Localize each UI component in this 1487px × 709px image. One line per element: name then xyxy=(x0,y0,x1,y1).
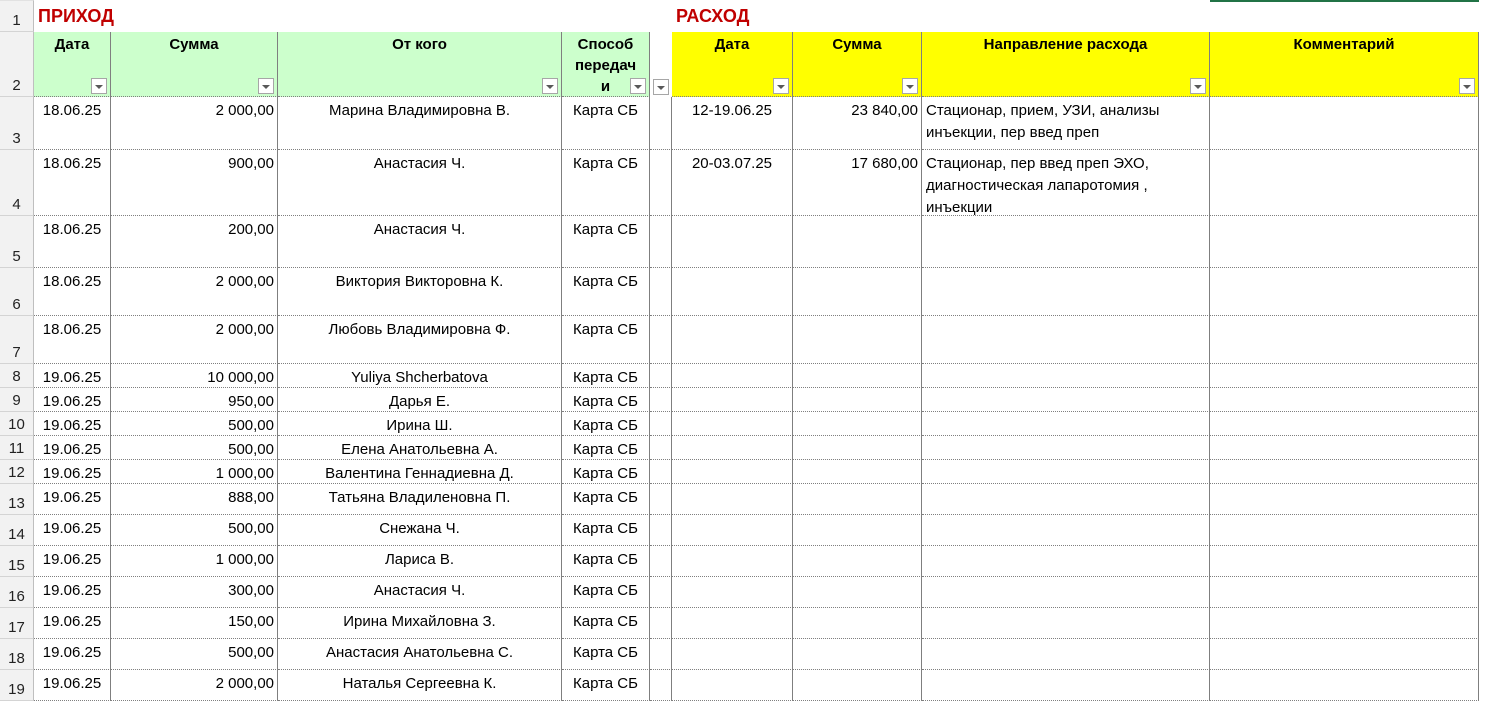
date-value: 19.06.25 xyxy=(42,644,102,661)
spacer-cell[interactable] xyxy=(650,608,672,639)
sum-value: 150,00 xyxy=(228,613,274,630)
expense-date-cell[interactable] xyxy=(672,97,793,150)
from-value: Валентина Геннадиевна Д. xyxy=(325,465,514,482)
expense-direction-cell[interactable] xyxy=(922,364,1210,388)
income-method-cell[interactable] xyxy=(562,388,650,412)
income-sum-cell[interactable] xyxy=(111,546,278,577)
from-value: Виктория Викторовна К. xyxy=(335,273,504,290)
income-from-cell[interactable] xyxy=(278,436,562,460)
date-value: 18.06.25 xyxy=(42,155,102,172)
sum-value: 500,00 xyxy=(228,644,274,661)
expense-comment-cell[interactable] xyxy=(1210,150,1479,216)
from-value: Лариса В. xyxy=(384,551,455,568)
from-value: Анастасия Анатольевна С. xyxy=(325,644,514,661)
row-header[interactable]: 12 xyxy=(0,460,34,484)
expense-date-cell[interactable] xyxy=(672,388,793,412)
income-sum-cell[interactable] xyxy=(111,364,278,388)
header-line: Способ xyxy=(577,36,634,53)
expense-sum-cell[interactable] xyxy=(793,608,922,639)
expense-sum-cell[interactable] xyxy=(793,268,922,316)
method-value: Карта СБ xyxy=(573,582,638,599)
method-value: Карта СБ xyxy=(573,369,638,386)
expense-direction-cell[interactable] xyxy=(922,515,1210,546)
date-value: 18.06.25 xyxy=(42,321,102,338)
income-from-cell[interactable] xyxy=(278,268,562,316)
from-value: Ирина Ш. xyxy=(386,417,453,434)
income-sum-cell[interactable] xyxy=(111,639,278,670)
expense-title-text: РАСХОД xyxy=(676,6,750,26)
expense-comment-cell[interactable] xyxy=(1210,316,1479,364)
income-from-cell[interactable] xyxy=(278,608,562,639)
blank-header[interactable] xyxy=(650,32,672,97)
direction-line: диагностическая лапаротомия , xyxy=(926,177,1148,194)
sum-value: 17 680,00 xyxy=(851,155,918,172)
expense-header-comment-label: Комментарий xyxy=(1293,36,1395,53)
income-date-cell[interactable] xyxy=(34,268,111,316)
income-sum-cell[interactable] xyxy=(111,388,278,412)
expense-title xyxy=(672,0,1072,32)
method-value: Карта СБ xyxy=(573,321,638,338)
spacer-cell[interactable] xyxy=(650,216,672,268)
expense-comment-cell[interactable] xyxy=(1210,515,1479,546)
expense-date-cell[interactable] xyxy=(672,608,793,639)
income-method-cell[interactable] xyxy=(562,150,650,216)
expense-sum-cell[interactable] xyxy=(793,639,922,670)
filter-dropdown-icon[interactable] xyxy=(1190,78,1206,94)
expense-comment-cell[interactable] xyxy=(1210,639,1479,670)
expense-comment-cell[interactable] xyxy=(1210,216,1479,268)
row-header[interactable]: 17 xyxy=(0,608,34,639)
expense-direction-cell[interactable] xyxy=(922,268,1210,316)
income-method-cell[interactable] xyxy=(562,364,650,388)
spacer-cell[interactable] xyxy=(650,364,672,388)
income-title xyxy=(34,0,534,32)
expense-direction-cell[interactable] xyxy=(922,150,1210,216)
expense-date-cell[interactable] xyxy=(672,316,793,364)
sum-value: 500,00 xyxy=(228,441,274,458)
method-value: Карта СБ xyxy=(573,551,638,568)
expense-sum-cell[interactable] xyxy=(793,670,922,701)
expense-date-cell[interactable] xyxy=(672,639,793,670)
expense-comment-cell[interactable] xyxy=(1210,412,1479,436)
sum-value: 200,00 xyxy=(228,221,274,238)
income-method-cell[interactable] xyxy=(562,268,650,316)
from-value: Снежана Ч. xyxy=(379,520,460,537)
sum-value: 888,00 xyxy=(228,489,274,506)
sum-value: 900,00 xyxy=(228,155,274,172)
method-value: Карта СБ xyxy=(573,675,638,692)
income-date-cell[interactable] xyxy=(34,364,111,388)
filter-dropdown-icon[interactable] xyxy=(258,78,274,94)
income-date-cell[interactable] xyxy=(34,216,111,268)
income-method-cell[interactable] xyxy=(562,608,650,639)
spacer-cell[interactable] xyxy=(650,316,672,364)
income-sum-cell[interactable] xyxy=(111,608,278,639)
income-sum-cell[interactable] xyxy=(111,316,278,364)
method-value: Карта СБ xyxy=(573,155,638,172)
expense-comment-cell[interactable] xyxy=(1210,364,1479,388)
expense-header-direction-label: Направление расхода xyxy=(983,36,1148,53)
income-from-cell[interactable] xyxy=(278,150,562,216)
expense-comment-cell[interactable] xyxy=(1210,388,1479,412)
income-sum-cell[interactable] xyxy=(111,216,278,268)
method-value: Карта СБ xyxy=(573,417,638,434)
income-sum-cell[interactable] xyxy=(111,268,278,316)
date-value: 19.06.25 xyxy=(42,465,102,482)
income-date-cell[interactable] xyxy=(34,608,111,639)
expense-date-cell[interactable] xyxy=(672,460,793,484)
income-date-cell[interactable] xyxy=(34,460,111,484)
expense-header-comment[interactable] xyxy=(1210,32,1479,97)
expense-direction-cell[interactable] xyxy=(922,388,1210,412)
expense-sum-cell[interactable] xyxy=(793,460,922,484)
date-value: 19.06.25 xyxy=(42,441,102,458)
from-value: Наталья Сергеевна К. xyxy=(342,675,497,692)
row-header[interactable]: 8 xyxy=(0,364,34,388)
date-value: 18.06.25 xyxy=(42,102,102,119)
method-value: Карта СБ xyxy=(573,273,638,290)
income-from-cell[interactable] xyxy=(278,484,562,515)
income-from-cell[interactable] xyxy=(278,364,562,388)
expense-sum-cell[interactable] xyxy=(793,316,922,364)
income-header-date[interactable] xyxy=(34,32,111,97)
income-date-cell[interactable] xyxy=(34,577,111,608)
method-value: Карта СБ xyxy=(573,221,638,238)
from-value: Ирина Михайловна З. xyxy=(343,613,496,630)
date-value: 19.06.25 xyxy=(42,489,102,506)
income-date-cell[interactable] xyxy=(34,484,111,515)
expense-sum-cell[interactable] xyxy=(793,364,922,388)
expense-header-direction[interactable] xyxy=(922,32,1210,97)
date-value: 19.06.25 xyxy=(42,675,102,692)
expense-header-date[interactable] xyxy=(672,32,793,97)
row-header[interactable]: 18 xyxy=(0,639,34,670)
income-method-cell[interactable] xyxy=(562,436,650,460)
expense-comment-cell[interactable] xyxy=(1210,97,1479,150)
expense-comment-cell[interactable] xyxy=(1210,546,1479,577)
income-sum-cell[interactable] xyxy=(111,97,278,150)
expense-comment-cell[interactable] xyxy=(1210,460,1479,484)
spacer-cell[interactable] xyxy=(650,577,672,608)
income-date-cell[interactable] xyxy=(34,150,111,216)
income-sum-cell[interactable] xyxy=(111,150,278,216)
row-header[interactable]: 13 xyxy=(0,484,34,515)
row-header[interactable]: 6 xyxy=(0,268,34,316)
expense-date-cell[interactable] xyxy=(672,515,793,546)
income-date-cell[interactable] xyxy=(34,515,111,546)
row-header[interactable]: 15 xyxy=(0,546,34,577)
expense-header-sum[interactable] xyxy=(793,32,922,97)
income-from-cell[interactable] xyxy=(278,316,562,364)
expense-sum-cell[interactable] xyxy=(793,150,922,216)
expense-direction-cell[interactable] xyxy=(922,460,1210,484)
income-date-cell[interactable] xyxy=(34,436,111,460)
spacer-cell[interactable] xyxy=(650,436,672,460)
method-value: Карта СБ xyxy=(573,520,638,537)
expense-direction-cell[interactable] xyxy=(922,639,1210,670)
income-sum-cell[interactable] xyxy=(111,670,278,701)
expense-direction-cell[interactable] xyxy=(922,670,1210,701)
direction-line: Стационар, пер введ преп ЭХО, xyxy=(926,155,1149,172)
income-method-cell[interactable] xyxy=(562,412,650,436)
expense-direction-cell[interactable] xyxy=(922,316,1210,364)
income-header-sum[interactable] xyxy=(111,32,278,97)
date-value: 19.06.25 xyxy=(42,520,102,537)
date-value: 19.06.25 xyxy=(42,369,102,386)
income-sum-cell[interactable] xyxy=(111,436,278,460)
method-value: Карта СБ xyxy=(573,644,638,661)
method-value: Карта СБ xyxy=(573,613,638,630)
date-value: 19.06.25 xyxy=(42,417,102,434)
income-header-method[interactable] xyxy=(562,32,650,97)
from-value: Татьяна Владиленовна П. xyxy=(328,489,511,506)
header-line: передач xyxy=(574,57,637,74)
expense-date-cell[interactable] xyxy=(672,364,793,388)
spacer-cell[interactable] xyxy=(650,515,672,546)
expense-date-cell[interactable] xyxy=(672,150,793,216)
expense-header-date-label: Дата xyxy=(714,36,750,53)
income-from-cell[interactable] xyxy=(278,670,562,701)
sum-value: 2 000,00 xyxy=(215,273,274,290)
spacer-cell[interactable] xyxy=(650,150,672,216)
spacer-cell[interactable] xyxy=(650,412,672,436)
expense-sum-cell[interactable] xyxy=(793,216,922,268)
from-value: Анастасия Ч. xyxy=(373,582,466,599)
spacer-cell[interactable] xyxy=(650,639,672,670)
from-value: Елена Анатольевна А. xyxy=(341,441,498,458)
income-from-cell[interactable] xyxy=(278,639,562,670)
income-date-cell[interactable] xyxy=(34,97,111,150)
expense-sum-cell[interactable] xyxy=(793,436,922,460)
expense-direction-cell[interactable] xyxy=(922,436,1210,460)
active-cell-indicator xyxy=(1210,0,1479,2)
filter-dropdown-icon[interactable] xyxy=(91,78,107,94)
sum-value: 1 000,00 xyxy=(215,551,274,568)
direction-line: Стационар, прием, УЗИ, анализы xyxy=(926,102,1160,119)
income-from-cell[interactable] xyxy=(278,515,562,546)
sum-value: 10 000,00 xyxy=(207,369,274,386)
income-header-from[interactable] xyxy=(278,32,562,97)
expense-direction-cell[interactable] xyxy=(922,216,1210,268)
income-header-date-label: Дата xyxy=(54,36,90,53)
row-header[interactable]: 5 xyxy=(0,216,34,268)
spacer-cell[interactable] xyxy=(650,460,672,484)
income-method-cell[interactable] xyxy=(562,316,650,364)
filter-dropdown-icon[interactable] xyxy=(773,78,789,94)
expense-date-cell[interactable] xyxy=(672,268,793,316)
expense-comment-cell[interactable] xyxy=(1210,670,1479,701)
income-sum-cell[interactable] xyxy=(111,484,278,515)
expense-direction-cell[interactable] xyxy=(922,97,1210,150)
expense-date-cell[interactable] xyxy=(672,577,793,608)
expense-date-cell[interactable] xyxy=(672,484,793,515)
row-header[interactable]: 3 xyxy=(0,97,34,150)
sum-value: 950,00 xyxy=(228,393,274,410)
income-title-text: ПРИХОД xyxy=(38,6,115,26)
date-value: 19.06.25 xyxy=(42,551,102,568)
expense-direction-cell[interactable] xyxy=(922,546,1210,577)
date-value: 12-19.06.25 xyxy=(691,102,773,119)
spacer-cell[interactable] xyxy=(650,388,672,412)
filter-dropdown-icon[interactable] xyxy=(630,78,646,94)
spacer-cell[interactable] xyxy=(650,546,672,577)
expense-direction-cell[interactable] xyxy=(922,484,1210,515)
spacer-cell[interactable] xyxy=(650,97,672,150)
filter-dropdown-icon[interactable] xyxy=(902,78,918,94)
row-header[interactable]: 11 xyxy=(0,436,34,460)
expense-date-cell[interactable] xyxy=(672,412,793,436)
row-header[interactable]: 2 xyxy=(0,32,34,97)
from-value: Любовь Владимировна Ф. xyxy=(328,321,511,338)
expense-date-cell[interactable] xyxy=(672,436,793,460)
from-value: Анастасия Ч. xyxy=(373,221,466,238)
expense-sum-cell[interactable] xyxy=(793,412,922,436)
row-header[interactable]: 16 xyxy=(0,577,34,608)
income-method-cell[interactable] xyxy=(562,97,650,150)
spacer-cell[interactable] xyxy=(650,484,672,515)
income-method-cell[interactable] xyxy=(562,639,650,670)
row-header[interactable]: 10 xyxy=(0,412,34,436)
expense-header-sum-label: Сумма xyxy=(832,36,882,53)
expense-direction-cell[interactable] xyxy=(922,412,1210,436)
income-from-cell[interactable] xyxy=(278,460,562,484)
spacer-cell[interactable] xyxy=(650,670,672,701)
date-value: 18.06.25 xyxy=(42,273,102,290)
date-value: 19.06.25 xyxy=(42,613,102,630)
expense-comment-cell[interactable] xyxy=(1210,608,1479,639)
method-value: Карта СБ xyxy=(573,465,638,482)
income-date-cell[interactable] xyxy=(34,670,111,701)
sum-value: 23 840,00 xyxy=(851,102,918,119)
income-date-cell[interactable] xyxy=(34,316,111,364)
filter-dropdown-icon[interactable] xyxy=(1459,78,1475,94)
income-method-cell[interactable] xyxy=(562,577,650,608)
method-value: Карта СБ xyxy=(573,102,638,119)
income-from-cell[interactable] xyxy=(278,216,562,268)
income-sum-cell[interactable] xyxy=(111,515,278,546)
date-value: 20-03.07.25 xyxy=(691,155,773,172)
income-date-cell[interactable] xyxy=(34,546,111,577)
from-value: Анастасия Ч. xyxy=(373,155,466,172)
income-from-cell[interactable] xyxy=(278,577,562,608)
method-value: Карта СБ xyxy=(573,393,638,410)
sum-value: 2 000,00 xyxy=(215,321,274,338)
from-value: Марина Владимировна В. xyxy=(328,102,511,119)
method-value: Карта СБ xyxy=(573,489,638,506)
date-value: 18.06.25 xyxy=(42,221,102,238)
direction-line: инъекции, пер введ преп xyxy=(926,124,1100,141)
expense-date-cell[interactable] xyxy=(672,216,793,268)
expense-sum-cell[interactable] xyxy=(793,97,922,150)
expense-comment-cell[interactable] xyxy=(1210,268,1479,316)
sum-value: 500,00 xyxy=(228,417,274,434)
spacer-cell[interactable] xyxy=(650,268,672,316)
income-date-cell[interactable] xyxy=(34,388,111,412)
filter-dropdown-icon[interactable] xyxy=(653,79,669,95)
expense-comment-cell[interactable] xyxy=(1210,577,1479,608)
income-from-cell[interactable] xyxy=(278,97,562,150)
filter-dropdown-icon[interactable] xyxy=(542,78,558,94)
income-sum-cell[interactable] xyxy=(111,412,278,436)
row-header[interactable]: 14 xyxy=(0,515,34,546)
income-method-cell[interactable] xyxy=(562,670,650,701)
method-value: Карта СБ xyxy=(573,441,638,458)
expense-comment-cell[interactable] xyxy=(1210,436,1479,460)
sum-value: 2 000,00 xyxy=(215,102,274,119)
expense-date-cell[interactable] xyxy=(672,546,793,577)
expense-sum-cell[interactable] xyxy=(793,546,922,577)
row-header[interactable]: 1 xyxy=(0,0,34,32)
income-method-cell[interactable] xyxy=(562,460,650,484)
expense-sum-cell[interactable] xyxy=(793,515,922,546)
row-header[interactable]: 19 xyxy=(0,670,34,701)
income-sum-cell[interactable] xyxy=(111,577,278,608)
sum-value: 300,00 xyxy=(228,582,274,599)
income-from-cell[interactable] xyxy=(278,412,562,436)
income-sum-cell[interactable] xyxy=(111,460,278,484)
expense-direction-cell[interactable] xyxy=(922,577,1210,608)
from-value: Дарья Е. xyxy=(388,393,451,410)
income-method-cell[interactable] xyxy=(562,484,650,515)
expense-sum-cell[interactable] xyxy=(793,577,922,608)
income-method-cell[interactable] xyxy=(562,216,650,268)
income-header-from-label: От кого xyxy=(392,36,447,53)
income-from-cell[interactable] xyxy=(278,546,562,577)
header-line: и xyxy=(600,78,611,95)
income-date-cell[interactable] xyxy=(34,639,111,670)
sum-value: 1 000,00 xyxy=(215,465,274,482)
income-method-cell[interactable] xyxy=(562,546,650,577)
row-header[interactable]: 7 xyxy=(0,316,34,364)
expense-direction-cell[interactable] xyxy=(922,608,1210,639)
expense-comment-cell[interactable] xyxy=(1210,484,1479,515)
income-date-cell[interactable] xyxy=(34,412,111,436)
row-header[interactable]: 9 xyxy=(0,388,34,412)
expense-sum-cell[interactable] xyxy=(793,484,922,515)
row-header[interactable]: 4 xyxy=(0,150,34,216)
sum-value: 500,00 xyxy=(228,520,274,537)
income-from-cell[interactable] xyxy=(278,388,562,412)
date-value: 19.06.25 xyxy=(42,582,102,599)
from-value: Yuliya Shcherbatova xyxy=(351,369,488,386)
expense-date-cell[interactable] xyxy=(672,670,793,701)
sum-value: 2 000,00 xyxy=(215,675,274,692)
expense-sum-cell[interactable] xyxy=(793,388,922,412)
direction-line: инъекции xyxy=(926,199,993,216)
income-header-sum-label: Сумма xyxy=(169,36,219,53)
income-method-cell[interactable] xyxy=(562,515,650,546)
date-value: 19.06.25 xyxy=(42,393,102,410)
